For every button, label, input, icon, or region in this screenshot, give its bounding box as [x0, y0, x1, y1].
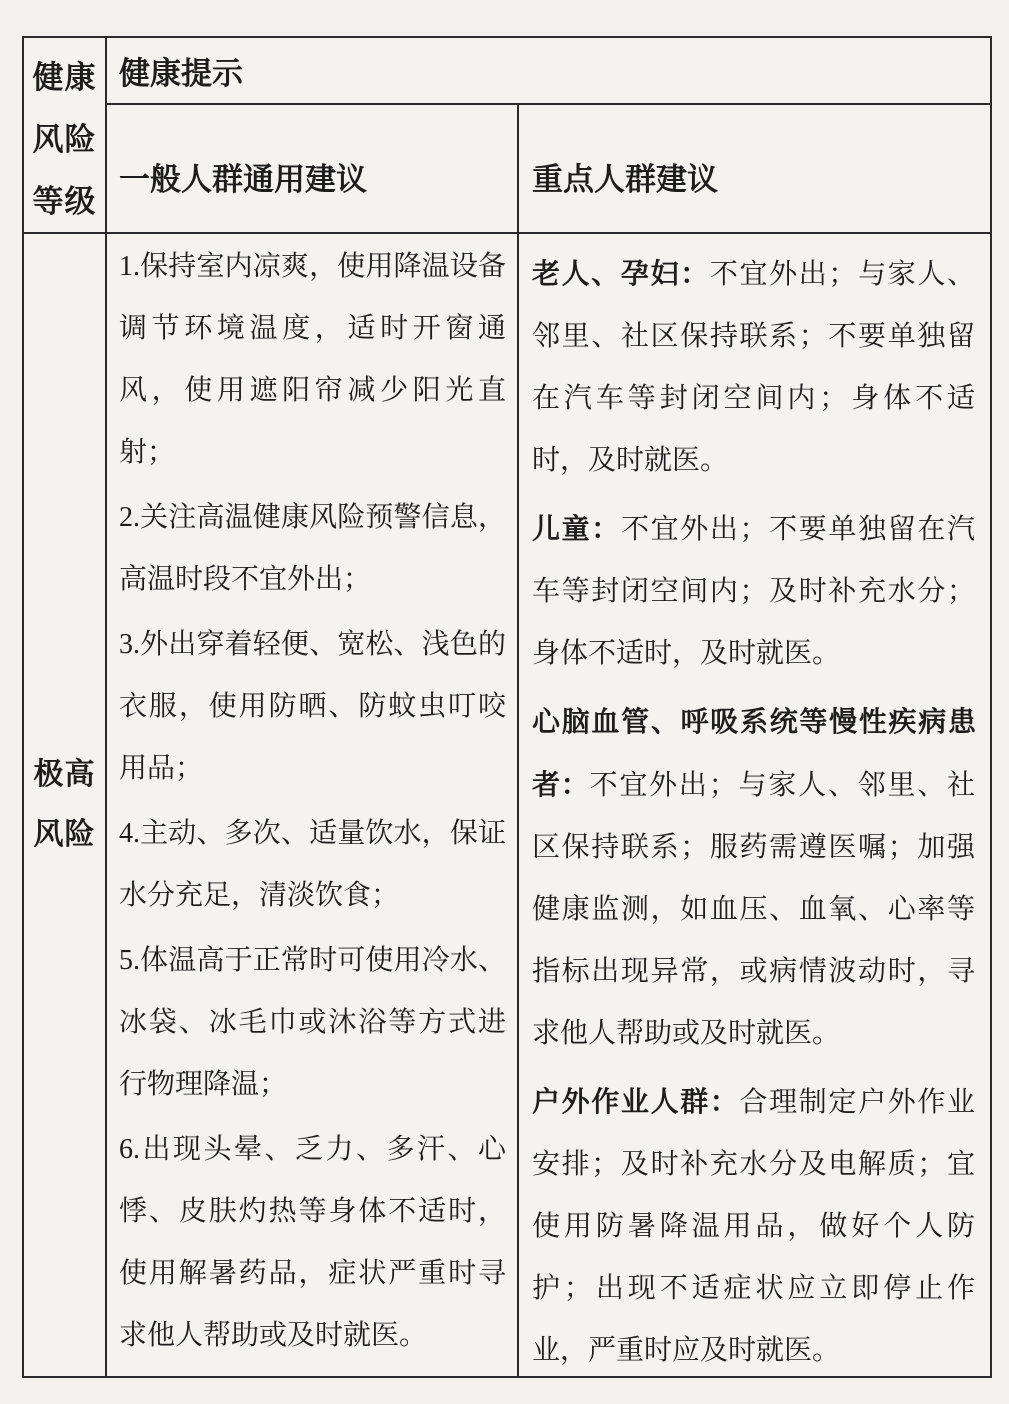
general-population-header: 一般人群通用建议 [107, 105, 519, 234]
general-advice-cell [107, 234, 519, 1376]
key-group-advice: 不宜外出；不要单独留在汽车等封闭空间内；及时补充水分；身体不适时，及时就医。 [532, 514, 975, 669]
risk-column-header-line: 健康 [32, 60, 97, 95]
risk-level-column-header [24, 38, 107, 234]
general-advice-item: 4.主动、多次、适量饮水，保证水分充足，清淡饮食； [119, 818, 506, 911]
key-group-advice: 合理制定户外作业安排；及时补充水分及电解质；宜使用防暑降温用品，做好个人防护；出现不适症状应立即停止作业，严重时应及时就医。 [532, 1087, 975, 1366]
general-advice-item: 2.关注高温健康风险预警信息，高温时段不宜外出； [119, 502, 506, 595]
key-advice-cell [519, 234, 990, 1376]
risk-level-cell [24, 234, 107, 1376]
key-group-advice: 不宜外出；与家人、邻里、社区保持联系；服药需遵医嘱；加强健康监测，如血压、血氧、心率等指标出现异常，或病情波动时，寻求他人帮助或及时就医。 [532, 770, 975, 1049]
risk-level-line: 风险 [33, 818, 96, 851]
key-group-label: 户外作业人群： [532, 1086, 740, 1117]
key-group-label: 心脑血管、呼吸系统等慢性疾病患者： [532, 706, 975, 800]
health-risk-advice-table [22, 36, 992, 1378]
key-group-paragraph [532, 691, 975, 1065]
risk-level-line: 极高 [33, 758, 96, 791]
general-advice-item: 1.保持室内凉爽，使用降温设备调节环境温度，适时开窗通风，使用遮阳帘减少阳光直射； [119, 251, 506, 468]
key-group-advice: 不宜外出；与家人、邻里、社区保持联系；不要单独留在汽车等封闭空间内；身体不适时，及时就医。 [532, 259, 975, 476]
key-group-paragraph [532, 243, 975, 492]
risk-column-header-line: 等级 [32, 184, 97, 219]
general-advice-item: 3.外出穿着轻便、宽松、浅色的衣服，使用防晒、防蚊虫叮咬用品； [119, 629, 506, 784]
key-group-label: 儿童： [532, 513, 621, 544]
general-advice-item: 6.出现头晕、乏力、多汗、心悸、皮肤灼热等身体不适时，使用解暑药品，症状严重时寻求他人帮助或及时就医。 [119, 1134, 506, 1351]
key-group-label: 老人、孕妇： [532, 258, 710, 289]
general-advice-item: 5.体温高于正常时可使用冷水、冰袋、冰毛巾或沐浴等方式进行物理降温； [119, 945, 506, 1100]
key-population-header: 重点人群建议 [519, 105, 990, 234]
key-group-paragraph [532, 1071, 975, 1376]
health-tips-header: 健康提示 [107, 38, 990, 105]
risk-column-header-line: 风险 [32, 122, 97, 157]
key-group-paragraph [532, 498, 975, 685]
